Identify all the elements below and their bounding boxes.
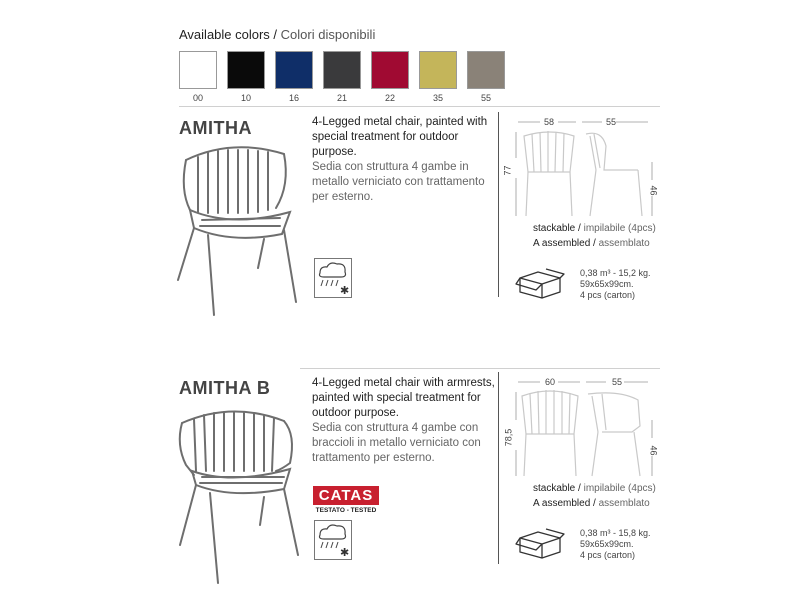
product-description xyxy=(312,376,500,466)
catas-badge xyxy=(313,486,379,514)
product-description-en: 4-Legged metal chair, painted with special treatment for outdoor purpose. xyxy=(312,116,488,158)
chair-photo xyxy=(172,405,307,590)
outdoor-weather-icon xyxy=(314,258,352,298)
section-divider xyxy=(179,106,660,107)
dimension-depth: 55 xyxy=(606,117,617,127)
packing-pcs: 4 pcs (carton) xyxy=(580,290,636,300)
color-code: 22 xyxy=(384,93,395,103)
packing-pcs: 4 pcs (carton) xyxy=(580,550,636,560)
packing-info xyxy=(580,268,660,301)
svg-text:✱: ✱ xyxy=(340,546,350,559)
stackable-info xyxy=(533,223,656,234)
dimension-width: 60 xyxy=(545,377,556,387)
assembled-en: A assembled / xyxy=(533,498,596,509)
color-swatch[interactable] xyxy=(371,51,409,89)
dimension-seat: 46 xyxy=(648,185,659,196)
color-code: 10 xyxy=(240,93,251,103)
stackable-en: stackable / xyxy=(533,483,581,494)
dimension-height: 78,5 xyxy=(503,428,514,447)
assembled-info xyxy=(533,498,650,509)
section-divider xyxy=(300,368,660,369)
dimension-drawing xyxy=(510,376,660,480)
color-code: 35 xyxy=(432,93,443,103)
outdoor-weather-icon xyxy=(314,520,352,560)
packing-box-size: 59x65x99cm. xyxy=(580,539,634,549)
product-description-it: Sedia con struttura 4 gambe con braccioli in metallo verniciato con trattamento per esterno. xyxy=(312,422,481,464)
color-code: 16 xyxy=(288,93,299,103)
color-swatch[interactable] xyxy=(467,51,505,89)
svg-text:✱: ✱ xyxy=(340,284,350,297)
color-code: 55 xyxy=(480,93,491,103)
stackable-it: impilabile (4pcs) xyxy=(583,223,656,234)
assembled-it: assemblato xyxy=(598,238,650,249)
color-code: 00 xyxy=(192,93,203,103)
packing-volume: 0,38 m³ - 15,2 kg. xyxy=(580,268,651,278)
assembled-en: A assembled / xyxy=(533,238,596,249)
stackable-en: stackable / xyxy=(533,223,581,234)
packing-info xyxy=(580,528,660,561)
product-description-it: Sedia con struttura 4 gambe in metallo verniciato con trattamento per esterno. xyxy=(312,161,485,203)
color-swatch[interactable] xyxy=(419,51,457,89)
carton-box-icon xyxy=(514,528,566,560)
color-swatch[interactable] xyxy=(227,51,265,89)
chair-photo xyxy=(172,140,307,320)
product-name: AMITHA xyxy=(179,118,252,138)
color-swatch[interactable] xyxy=(275,51,313,89)
assembled-it: assemblato xyxy=(598,498,650,509)
dimension-depth: 55 xyxy=(612,377,623,387)
product-name: AMITHA B xyxy=(179,378,271,398)
catas-logo: CATAS xyxy=(313,486,379,505)
product-description-en: 4-Legged metal chair with armrests, painted with special treatment for outdoor purpose. xyxy=(312,377,495,419)
stackable-info xyxy=(533,483,656,494)
packing-volume: 0,38 m³ - 15,8 kg. xyxy=(580,528,651,538)
dimension-seat: 46 xyxy=(648,445,659,456)
stackable-it: impilabile (4pcs) xyxy=(583,483,656,494)
colors-title-it: Colori disponibili xyxy=(280,27,376,42)
catas-subtitle: TESTATO - TESTED xyxy=(315,507,377,514)
color-swatch[interactable] xyxy=(179,51,217,89)
dimension-drawing xyxy=(510,116,660,220)
info-divider xyxy=(498,372,499,564)
dimension-width: 58 xyxy=(544,117,555,127)
color-code: 21 xyxy=(336,93,347,103)
assembled-info xyxy=(533,238,650,249)
dimension-height: 77 xyxy=(502,165,513,176)
colors-title xyxy=(179,27,375,42)
packing-box-size: 59x65x99cm. xyxy=(580,279,634,289)
info-divider xyxy=(498,112,499,297)
product-description xyxy=(312,115,500,205)
colors-title-en: Available colors / xyxy=(179,27,278,42)
color-swatch[interactable] xyxy=(323,51,361,89)
carton-box-icon xyxy=(514,268,566,300)
